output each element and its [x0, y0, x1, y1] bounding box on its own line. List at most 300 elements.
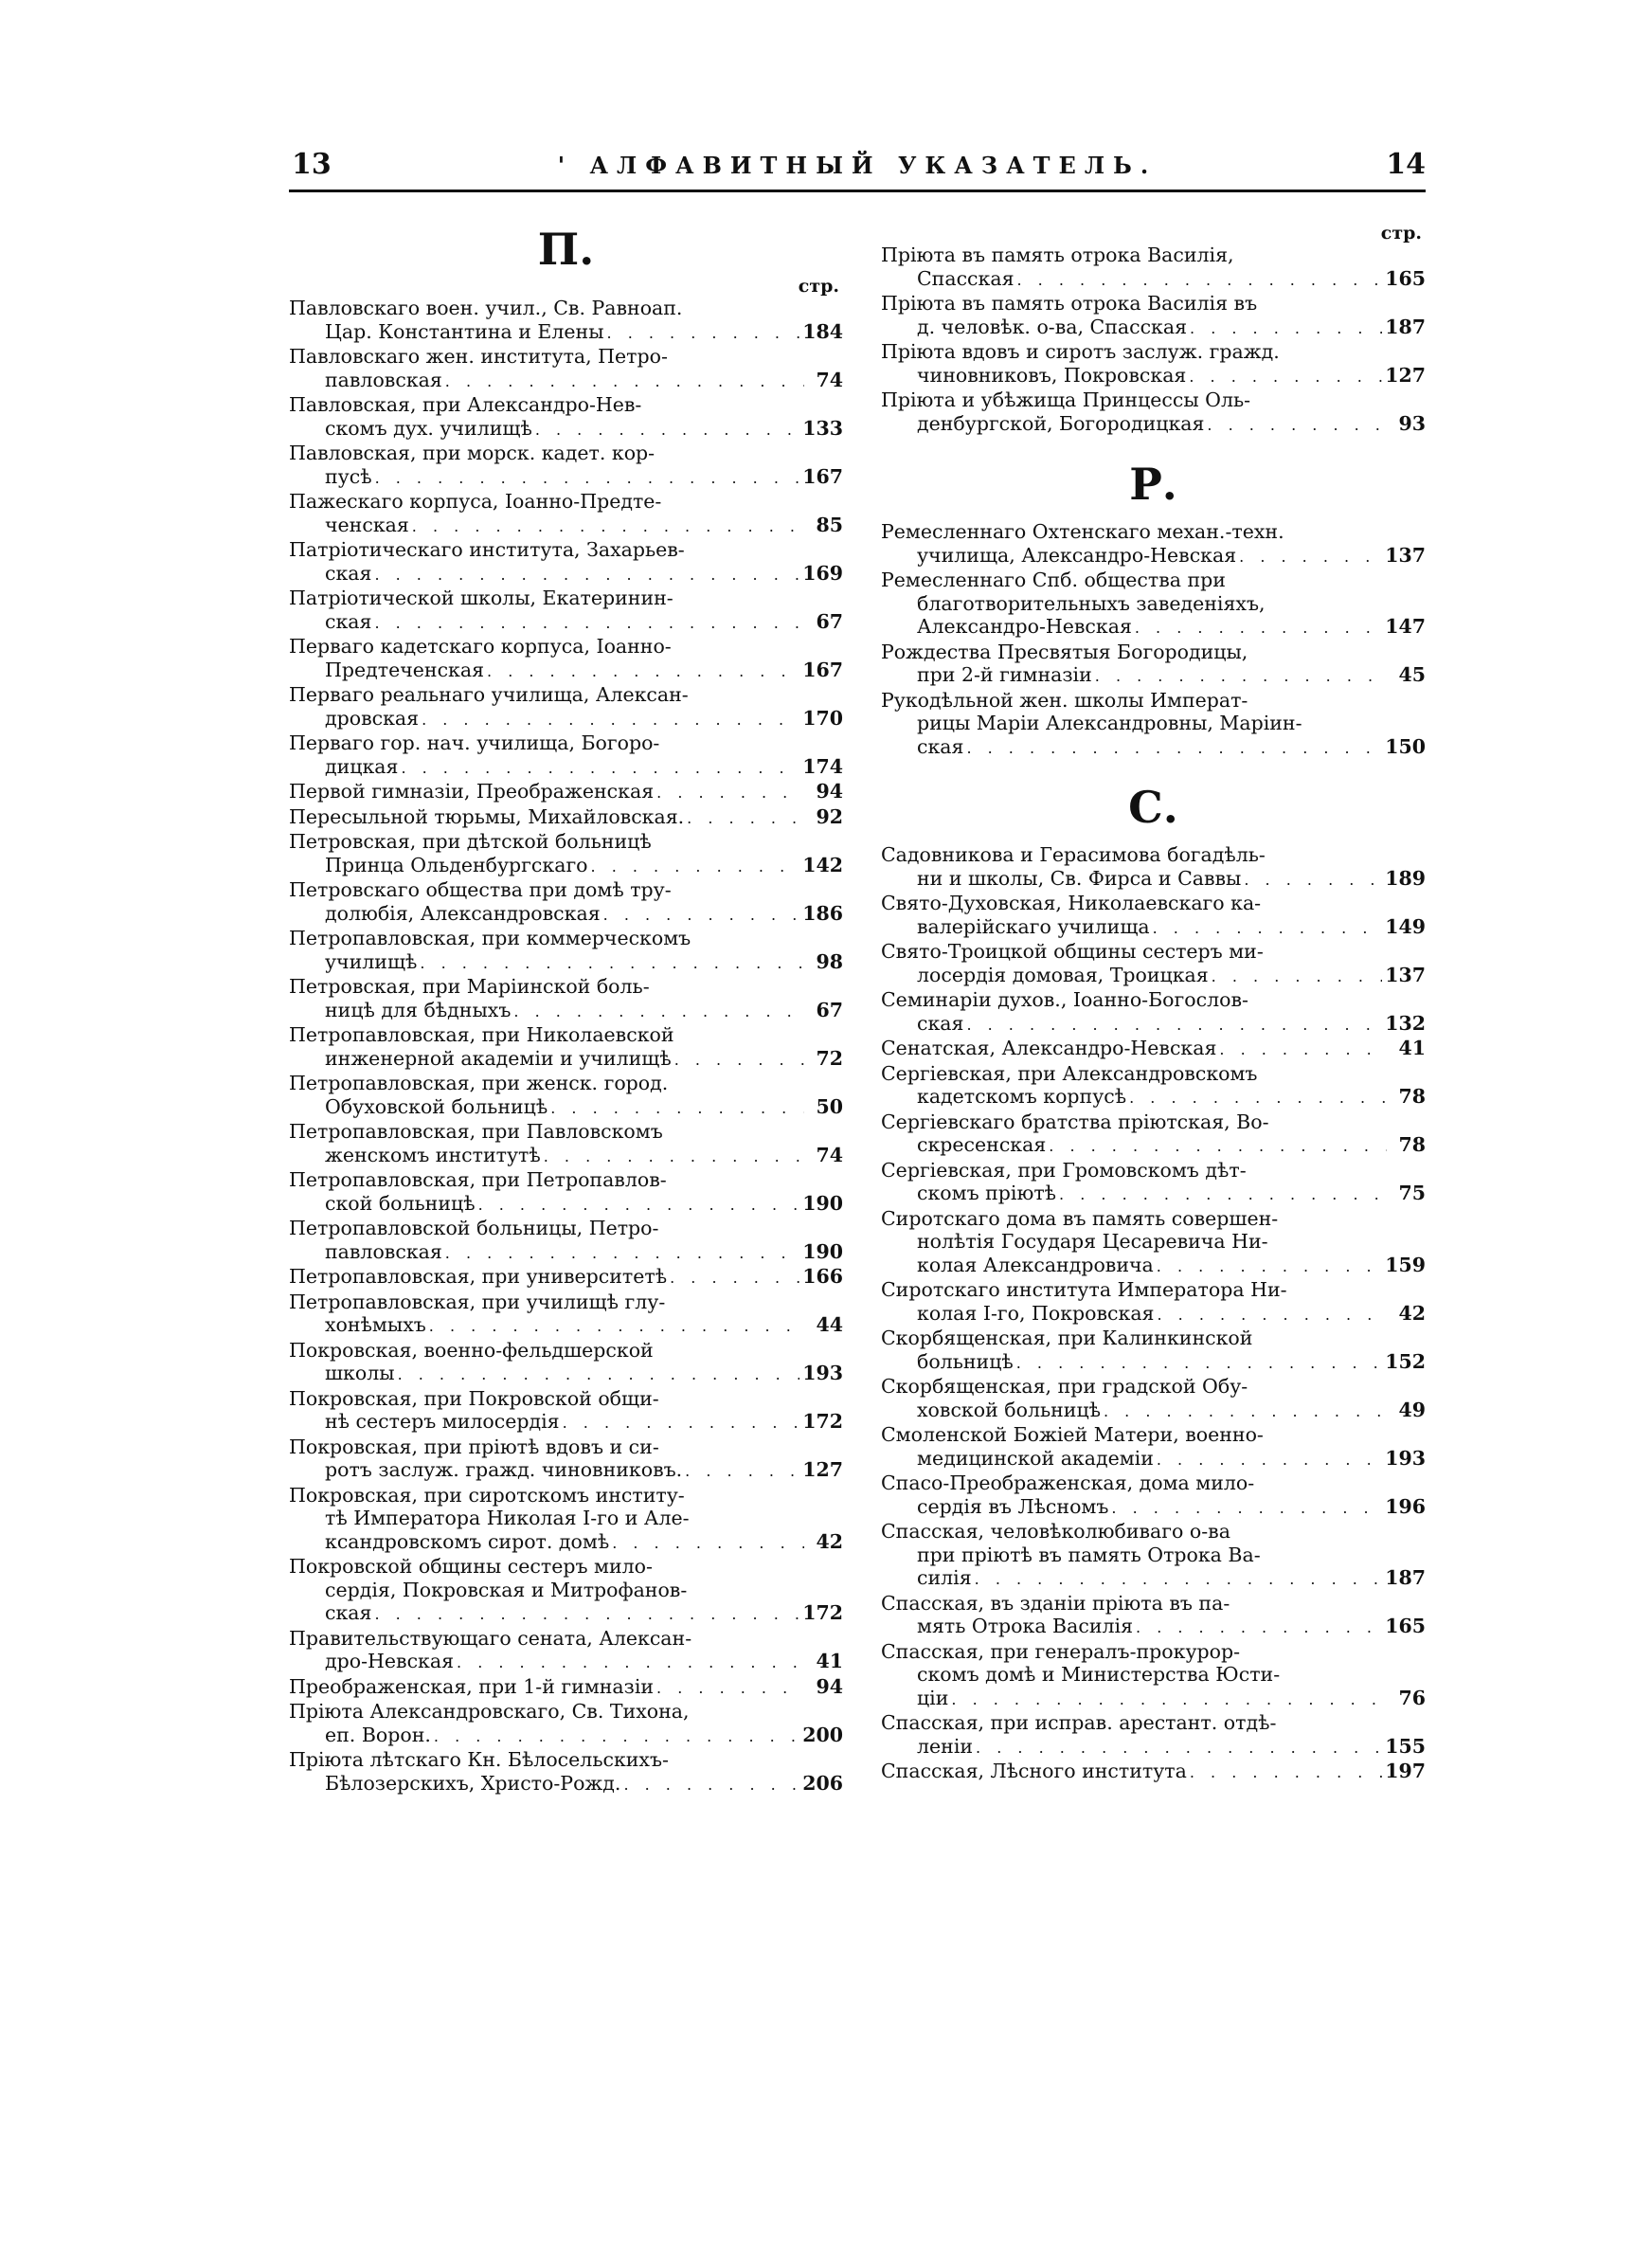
entry-line [289, 1410, 843, 1435]
entry-line [881, 1085, 1426, 1110]
index-entry [881, 1760, 1426, 1785]
entry-line [881, 712, 1426, 735]
entry-page-number: 137 [1385, 963, 1426, 986]
leader-dots [674, 1049, 804, 1073]
entry-line [289, 1120, 843, 1144]
entry-text: колая I-го, Покровская [917, 1301, 1155, 1325]
entry-page-number: 67 [816, 609, 843, 633]
entry-text: Бѣлозерскихъ, Христо-Рожд. [325, 1771, 621, 1795]
entry-text: Пересыльной тюрьмы, Михайловская. [289, 804, 685, 828]
entry-line [881, 1615, 1426, 1640]
entry-text: Петровскаго общества при домѣ тру- [289, 878, 672, 901]
entry-text: Перваго кадетскаго корпуса, Іоанно- [289, 635, 672, 658]
entry-text: пусѣ [325, 464, 372, 488]
entry-line [881, 1327, 1426, 1350]
entry-page-number: 159 [1385, 1253, 1426, 1276]
entry-text: нѣ сестеръ милосердія [325, 1410, 560, 1433]
entry-text: медицинской академіи [917, 1446, 1154, 1470]
leader-dots [1095, 665, 1387, 689]
index-entry [881, 244, 1426, 292]
index-entry [881, 292, 1426, 340]
entry-line [289, 610, 843, 636]
entry-text: Александро-Невская [917, 615, 1132, 638]
index-entry [881, 340, 1426, 388]
entry-page-number: 165 [1385, 1615, 1426, 1637]
entry-page-number: 133 [802, 416, 843, 440]
entry-text: ховской больницѣ [917, 1398, 1101, 1421]
entry-line [881, 1687, 1426, 1712]
entry-text: Петропавловская, при женск. город. [289, 1072, 669, 1094]
entry-text: Семинаріи духов., Іоанно-Богослов- [881, 988, 1248, 1011]
entry-line [289, 1555, 843, 1579]
leader-dots [429, 1315, 804, 1339]
entry-text: д. человѣк. о-ва, Спасская [917, 315, 1188, 338]
index-entry [881, 1520, 1426, 1592]
entry-line [289, 1240, 843, 1266]
page-number-right: 14 [1386, 148, 1426, 181]
entry-text: Павловскаго жен. института, Петро- [289, 345, 668, 368]
entry-line [289, 1650, 843, 1675]
index-entry [881, 1592, 1426, 1640]
entry-line [289, 902, 843, 928]
entry-text: больницѣ [917, 1349, 1014, 1373]
entry-line [289, 878, 843, 902]
entry-line [289, 1627, 843, 1651]
entry-text: Свято-Духовская, Николаевскаго ка- [881, 892, 1262, 914]
entry-page-number: 152 [1385, 1349, 1426, 1373]
entry-text: Пріюта и убѣжища Принцессы Оль- [881, 388, 1251, 411]
leader-dots [535, 419, 799, 442]
leader-dots [434, 1725, 799, 1749]
entry-line [289, 369, 843, 394]
entry-text: Сенатская, Александро-Невская [881, 1037, 1217, 1059]
leader-dots [544, 1146, 804, 1169]
entry-line [289, 1458, 843, 1484]
entry-text: леніи [917, 1734, 974, 1758]
leader-dots [591, 856, 800, 879]
entry-text: скомъ дух. училищѣ [325, 416, 532, 440]
entry-line [881, 388, 1426, 412]
index-entry [881, 940, 1426, 988]
entry-text: Ремесленнаго Спб. общества при [881, 569, 1226, 591]
index-entry [881, 689, 1426, 761]
leader-dots [612, 1532, 804, 1556]
entry-text: тѣ Императора Николая I-го и Але- [325, 1507, 690, 1529]
leader-dots [976, 1737, 1382, 1760]
page-number-left: 13 [292, 148, 332, 181]
index-entry [881, 892, 1426, 940]
entry-text: Спасская, Лѣсного института [881, 1760, 1187, 1782]
leader-dots [1189, 366, 1382, 389]
entry-page-number: 187 [1385, 315, 1426, 338]
entry-line [289, 1313, 843, 1339]
leader-dots [420, 952, 804, 976]
entry-text: павловская [325, 1239, 442, 1263]
entry-line [289, 731, 843, 755]
entry-line [289, 417, 843, 442]
entry-page-number: 94 [816, 1674, 843, 1698]
entry-text: инженерной академіи и училищѣ [325, 1046, 672, 1070]
index-entry [289, 878, 843, 927]
leader-dots [1239, 546, 1382, 569]
index-entry [881, 388, 1426, 437]
entry-text: при 2-й гимназіи [917, 663, 1092, 686]
index-entry [289, 635, 843, 683]
index-entry [289, 538, 843, 587]
entry-text: рицы Маріи Александровны, Маріин- [917, 712, 1302, 734]
entry-line [881, 1592, 1426, 1616]
entry-line [881, 689, 1426, 713]
entry-text: Ремесленнаго Охтенскаго механ.-техн. [881, 520, 1284, 543]
entry-page-number: 85 [816, 513, 843, 536]
index-entry [289, 1265, 843, 1291]
entry-text: Сергіевская, при Александровскомъ [881, 1061, 1258, 1085]
entry-page-number: 41 [1398, 1037, 1426, 1059]
entry-line [289, 1772, 843, 1797]
entry-text: Правительствующаго сената, Алексан- [289, 1626, 692, 1650]
entry-text: Петровская, при дѣтской больницѣ [289, 830, 652, 853]
entry-line [881, 364, 1426, 389]
index-entry [881, 520, 1426, 569]
index-entry [289, 830, 843, 878]
leader-dots [1104, 1400, 1387, 1424]
leader-dots [966, 737, 1382, 761]
entry-text: ская [325, 561, 372, 585]
entry-page-number: 172 [802, 1410, 843, 1433]
entry-text: Скорбященская, при градской Обу- [881, 1375, 1248, 1398]
entry-page-number: 67 [816, 998, 843, 1021]
entry-page-number: 44 [816, 1313, 843, 1336]
index-entry [289, 731, 843, 780]
entry-line [289, 1047, 843, 1073]
leader-dots [398, 1363, 800, 1387]
entry-line [289, 659, 843, 684]
entry-page-number: 98 [816, 949, 843, 973]
page-title: ' АЛФАВИТНЫЙ УКАЗАТЕЛЬ. [557, 152, 1158, 179]
entry-text: Спасская, при исправ. арестант. отдѣ- [881, 1711, 1277, 1734]
entry-line [881, 1520, 1426, 1544]
entry-line [881, 641, 1426, 664]
entry-line [289, 1435, 843, 1459]
entry-text: Покровской общины сестеръ мило- [289, 1555, 653, 1578]
entry-text: Спасская, въ зданіи пріюта въ па- [881, 1591, 1230, 1615]
entry-text: Павловская, при Александро-Нев- [289, 393, 642, 416]
entry-text: Покровская, при сиротскомъ институ- [289, 1483, 685, 1507]
index-entry [881, 1640, 1426, 1712]
entry-page-number: 147 [1385, 615, 1426, 638]
leader-dots [1016, 1352, 1382, 1376]
entry-line [881, 244, 1426, 267]
entry-text: училищѣ [325, 949, 418, 973]
entry-line [881, 735, 1426, 761]
entry-page-number: 137 [1385, 543, 1426, 567]
leader-dots [1135, 617, 1382, 641]
entry-line [289, 1387, 843, 1411]
leader-dots [1190, 317, 1382, 341]
entry-page-number: 184 [802, 319, 843, 343]
entry-page-number: 169 [802, 561, 843, 585]
entry-line [881, 292, 1426, 316]
index-entry [881, 1375, 1426, 1423]
entry-line [289, 1700, 843, 1724]
index-entry [881, 1110, 1426, 1159]
leader-dots [374, 612, 804, 636]
leader-dots [445, 370, 804, 394]
entry-text: Петропавловская, при Павловскомъ [289, 1120, 663, 1143]
entry-text: павловская [325, 368, 442, 391]
entry-text: Патріотической школы, Екатеринин- [289, 587, 673, 609]
entry-text: денбургской, Богородицкая [917, 411, 1205, 435]
entry-page-number: 127 [1385, 363, 1426, 387]
leader-dots [1017, 269, 1383, 293]
entry-page-number: 142 [802, 853, 843, 876]
leader-dots [375, 467, 800, 491]
index-entry [289, 1072, 843, 1120]
section-letter: П. [537, 224, 595, 275]
entry-line [881, 892, 1426, 915]
leader-dots [457, 1652, 804, 1675]
right-column [881, 223, 1426, 1785]
leader-dots [401, 757, 799, 781]
entry-page-number: 150 [1385, 734, 1426, 758]
index-entry [289, 1023, 843, 1072]
entry-line [289, 297, 843, 320]
entry-page-number: 42 [816, 1529, 843, 1553]
entry-page-number: 190 [802, 1239, 843, 1263]
entry-text: Пріюта лѣтскаго Кн. Бѣлосельскихъ- [289, 1748, 669, 1771]
entry-line [881, 915, 1426, 941]
index-entry [881, 988, 1426, 1037]
entry-line [289, 465, 843, 491]
leader-dots [687, 807, 804, 831]
entry-line [881, 340, 1426, 364]
index-entry [289, 1217, 843, 1265]
entry-line [289, 1168, 843, 1192]
entry-line [289, 514, 843, 539]
index-entry [289, 1291, 843, 1339]
index-entry [289, 1555, 843, 1627]
entry-line [881, 1278, 1426, 1302]
entry-page-number: 190 [802, 1191, 843, 1215]
leader-dots [487, 660, 799, 684]
left-column [289, 223, 843, 1797]
entry-text: скомъ пріютѣ [917, 1182, 1057, 1204]
entry-page-number: 45 [1398, 663, 1426, 686]
entry-line [881, 1735, 1426, 1760]
entry-page-number: 155 [1385, 1734, 1426, 1758]
leader-dots [445, 1242, 799, 1266]
entry-text: дровская [325, 706, 420, 730]
entry-line [881, 1399, 1426, 1424]
index-entry [881, 843, 1426, 892]
entry-text: Свято-Троицкой общины сестеръ ми- [881, 940, 1264, 963]
entry-line [289, 805, 843, 831]
entry-page-number: 93 [1398, 411, 1426, 435]
entry-text: Пріюта въ память отрока Василія, [881, 244, 1234, 266]
entry-text: Патріотическаго института, Захарьев- [289, 538, 685, 561]
entry-page-number: 74 [816, 368, 843, 391]
entry-text: Пажескаго корпуса, Іоанно-Предте- [289, 490, 662, 513]
entry-page-number: 92 [816, 804, 843, 828]
entry-line [289, 442, 843, 465]
entry-page-number: 187 [1385, 1566, 1426, 1589]
leader-dots [1244, 869, 1382, 893]
entry-text: Перваго гор. нач. училища, Богоро- [289, 731, 660, 754]
entry-text: Петровская, при Маріинской боль- [289, 975, 650, 998]
entry-page-number: 165 [1385, 266, 1426, 290]
entry-line [881, 1423, 1426, 1447]
index-entry [289, 1675, 843, 1701]
entry-text: Спасская, человѣколюбиваго о-ва [881, 1520, 1230, 1543]
entry-page-number: 76 [1398, 1686, 1426, 1709]
entry-line [289, 1579, 843, 1602]
index-entry [881, 1159, 1426, 1207]
section-letter: Р. [1129, 459, 1177, 510]
entry-line [289, 950, 843, 976]
entry-text: Сиротскаго института Императора Ни- [881, 1278, 1287, 1301]
index-entry [289, 1168, 843, 1217]
index-entry [289, 393, 843, 442]
entry-line [881, 1544, 1426, 1567]
entry-line [881, 1037, 1426, 1062]
entry-page-number: 74 [816, 1143, 843, 1166]
index-entry [881, 1062, 1426, 1110]
entry-text: ницѣ для бѣдныхъ [325, 998, 512, 1021]
page-column-label: стр. [1380, 223, 1422, 244]
leader-dots [623, 1774, 799, 1797]
entry-line [881, 267, 1426, 293]
entry-line [881, 1350, 1426, 1376]
entry-line [881, 1182, 1426, 1207]
entry-page-number: 200 [802, 1723, 843, 1746]
entry-text: колая Александровича [917, 1253, 1154, 1276]
entry-line [881, 1495, 1426, 1521]
entry-line [289, 1362, 843, 1387]
entry-line [289, 490, 843, 514]
entry-line [881, 1640, 1426, 1664]
entry-page-number: 127 [802, 1458, 843, 1481]
leader-dots [1059, 1183, 1387, 1207]
entry-line [289, 562, 843, 587]
entry-page-number: 42 [1398, 1301, 1426, 1325]
entry-page-number: 186 [802, 901, 843, 925]
entry-line [289, 1144, 843, 1169]
entry-text: благотворительныхъ заведеніяхъ, [917, 591, 1266, 615]
entry-page-number: 193 [802, 1362, 843, 1384]
entry-text: Покровская, военно-фельдшерской [289, 1338, 654, 1362]
entry-text: Покровская, при пріютѣ вдовъ и си- [289, 1435, 659, 1458]
entry-text: сердія, Покровская и Митрофанов- [325, 1578, 688, 1601]
entry-text: Перваго реальнаго училища, Алексан- [289, 683, 689, 706]
entry-line [289, 780, 843, 805]
index-entry [289, 587, 843, 635]
leader-dots [1111, 1497, 1382, 1521]
index-entry [289, 1339, 843, 1387]
entry-text: Петропавловская, при Николаевской [289, 1023, 674, 1046]
entry-text: дицкая [325, 754, 399, 778]
entry-line [881, 520, 1426, 544]
entry-line [289, 755, 843, 781]
entry-page-number: 132 [1385, 1011, 1426, 1035]
entry-text: Петропавловской больницы, Петро- [289, 1217, 659, 1239]
entry-line [881, 1207, 1426, 1231]
entry-text: Обуховской больницѣ [325, 1094, 548, 1118]
entry-page-number: 49 [1398, 1398, 1426, 1421]
entry-text: школы [325, 1362, 395, 1384]
entry-text: валерійскаго училища [917, 914, 1150, 938]
index-entry [289, 345, 843, 393]
entry-text: мять Отрока Василія [917, 1615, 1134, 1637]
entry-line [881, 592, 1426, 616]
entry-text: скомъ домѣ и Министерства Юсти- [917, 1663, 1281, 1686]
entry-line [881, 1566, 1426, 1592]
leader-dots [1157, 1255, 1382, 1279]
entry-line [881, 1760, 1426, 1785]
index-entry [289, 805, 843, 831]
entry-page-number: 149 [1385, 914, 1426, 938]
entry-line [881, 615, 1426, 641]
entry-text: скресенская [917, 1133, 1047, 1156]
entry-page-number: 94 [816, 780, 843, 803]
entry-line [289, 683, 843, 707]
leader-dots [374, 1603, 799, 1627]
entry-line [289, 1095, 843, 1121]
leader-dots [1129, 1087, 1387, 1110]
entry-text: Цар. Константина и Елены [325, 319, 604, 343]
entry-line [289, 587, 843, 610]
page-header [289, 142, 1426, 192]
leader-dots [374, 564, 799, 587]
entry-page-number: 197 [1385, 1760, 1426, 1782]
index-entry [289, 780, 843, 805]
index-entry [289, 1484, 843, 1556]
entry-line [881, 1302, 1426, 1327]
entry-line [881, 1012, 1426, 1038]
entry-line [881, 544, 1426, 569]
entry-page-number: 75 [1398, 1182, 1426, 1204]
index-entry [289, 1700, 843, 1748]
entry-line [289, 1192, 843, 1218]
leader-dots [513, 1001, 804, 1024]
index-entry [881, 1423, 1426, 1472]
entry-line [289, 320, 843, 346]
entry-text: ская [917, 1011, 964, 1035]
leader-dots [607, 322, 800, 346]
entry-line [881, 1133, 1426, 1159]
entry-page-number: 167 [802, 658, 843, 681]
entry-text: Петропавловская, при коммерческомъ [289, 927, 691, 949]
entry-line [289, 707, 843, 732]
entry-line [289, 830, 843, 854]
entry-line [881, 940, 1426, 964]
leader-dots [1153, 917, 1383, 941]
entry-line [881, 1159, 1426, 1183]
leader-dots [1157, 1304, 1387, 1327]
entry-text: Спасская [917, 266, 1015, 290]
entry-text: ской больницѣ [325, 1191, 476, 1215]
entry-text: училища, Александро-Невская [917, 543, 1237, 567]
entry-line [289, 1601, 843, 1627]
entry-page-number: 174 [802, 754, 843, 778]
index-entry [881, 1472, 1426, 1520]
entry-text: чиновниковъ, Покровская [917, 363, 1187, 387]
entry-line [881, 1711, 1426, 1735]
entry-line [289, 975, 843, 999]
entry-text: Пріюта вдовъ и сиротъ заслуж. гражд. [881, 340, 1280, 363]
entry-line [289, 1748, 843, 1772]
leader-dots [1207, 414, 1387, 438]
leader-dots [670, 1267, 799, 1291]
